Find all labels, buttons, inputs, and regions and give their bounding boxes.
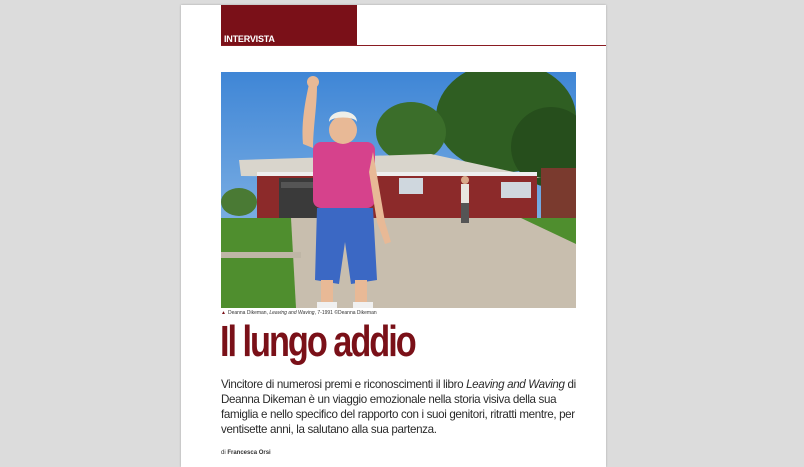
article-photo bbox=[221, 72, 576, 308]
section-rule bbox=[221, 45, 606, 46]
caption-work: Leaving and Waving bbox=[269, 310, 315, 316]
article-byline bbox=[221, 450, 271, 456]
section-label: INTERVISTA bbox=[224, 34, 275, 44]
section-tab bbox=[221, 5, 357, 45]
caption-triangle-icon: ▲ bbox=[221, 310, 226, 316]
byline-author: Francesca Orsi bbox=[227, 450, 271, 456]
lead-part2: di Deanna Dikeman è un viaggio emozionale nella storia visiva della sua famiglia e nello specifico del rapporto con i suoi genitori, ritratti mentre, per ventisette anni, la salutano alla sua partenza. bbox=[221, 378, 576, 436]
lead-book-title: Leaving and Waving bbox=[466, 378, 565, 391]
lead-part1: Vincitore di numerosi premi e riconoscimenti il libro bbox=[221, 378, 467, 391]
photo-caption bbox=[221, 310, 377, 316]
article-lead bbox=[221, 377, 593, 437]
byline-prefix: di bbox=[221, 450, 228, 456]
magazine-page bbox=[181, 5, 606, 467]
caption-author: Deanna Dikeman, bbox=[227, 310, 270, 316]
article-headline: Il lungo addio bbox=[220, 317, 415, 366]
caption-rest: , 7-1991 ©Deanna Dikeman bbox=[314, 310, 377, 316]
